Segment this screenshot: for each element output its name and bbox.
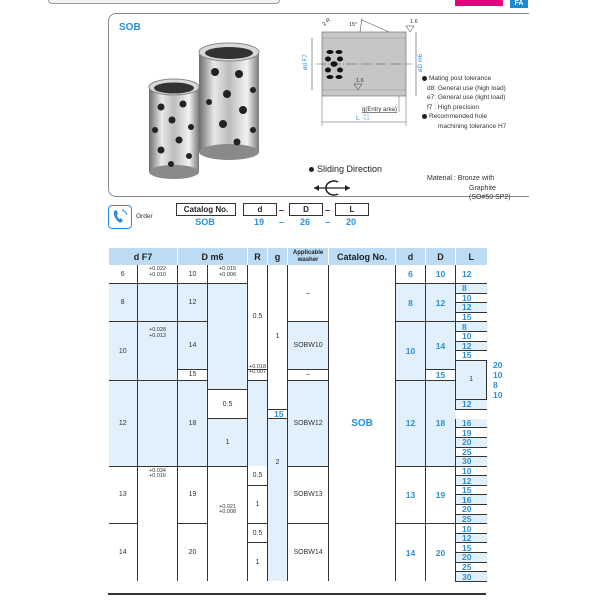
cell-R: 1 — [456, 360, 487, 399]
svg-text:−0.1: −0.1 — [362, 113, 369, 117]
cell-washer: SOBW12 — [288, 380, 329, 466]
cell-catalog: SOB — [329, 265, 396, 581]
svg-text:g(Entry area): g(Entry area) — [362, 107, 398, 113]
product-panel — [108, 13, 529, 201]
cell-washer: SOBW10 — [288, 322, 329, 369]
cell-g: 1 — [268, 265, 288, 409]
cell-D: 19 — [178, 466, 208, 524]
cell-washer: SOBW13 — [288, 466, 329, 524]
cell-D-value: 10 — [426, 265, 456, 284]
cell-D-value: 14 — [426, 322, 456, 369]
cell-g: 2 — [268, 419, 288, 582]
cell-washer: SOBW14 — [288, 524, 329, 582]
col-header-catalog: Catalog No. — [329, 248, 396, 265]
order-box-catalog: Catalog No. — [176, 203, 236, 216]
col-header-d: d — [396, 248, 426, 265]
cell-L: 15 — [456, 312, 487, 322]
cell-D-value: 12 — [426, 284, 456, 322]
cell-R: 0.5 — [248, 466, 268, 485]
cell-d-value: 10 — [396, 322, 426, 380]
cell-D-value: 19 — [426, 466, 456, 524]
order-label: Order — [136, 213, 153, 220]
svg-text:−0.3: −0.3 — [362, 117, 369, 121]
cell-L: 20 — [456, 553, 487, 563]
cell-D-value-alt: 15 — [426, 369, 456, 380]
cell-L: 16 — [456, 419, 487, 428]
cell-L: 10 — [456, 331, 487, 341]
cell-L: 25 — [456, 514, 487, 524]
cell-L: 10 — [456, 524, 487, 534]
order-value-D: 26 — [299, 217, 310, 227]
cell-L: 20 — [456, 505, 487, 515]
cell-L: 12 — [456, 341, 487, 351]
cell-L: 20 — [456, 437, 487, 447]
order-box-L: L — [335, 203, 369, 216]
cell-washer: – — [288, 265, 329, 322]
cell-d-tol — [138, 380, 178, 466]
cell-L: 8 — [456, 284, 487, 294]
cell-d: 10 — [109, 322, 138, 380]
order-value-d: 19 — [253, 217, 264, 227]
cell-d: 12 — [109, 380, 138, 466]
sliding-direction-label: Sliding Direction — [309, 164, 382, 174]
col-header-D: D — [426, 248, 456, 265]
cell-L: 30 — [456, 457, 487, 467]
cell-L: 15 — [268, 409, 288, 419]
cell-d-tol: +0.034 +0.016 — [138, 466, 178, 581]
cell-L: 12 — [456, 400, 487, 410]
category-badge — [455, 0, 503, 6]
cell-L: 15 — [456, 351, 487, 361]
spec-table: d F7 D m6 R g Applicable washer Catalog No. d D L 6 +0.022 +0.010 10 +0.015 +0.006 0.5 1 – SOB 6 10 12 8 12 8 12 8 10 12 15 10 +0.028 +0.013 14 SOBW10 10 14 8 10 12 15 1 20 15 – 15 10 12 18 +0.018 +0.007 SOBW12 12 18 8 0.5 10 12 15 1 2 16 19 20 25 30 13 +0.034 +0.016 19 +0.021 +0.008 0.5 SOBW13 13 19 10 12 1 15 16 20 25 14 20 0.5 SOBW14 14 20 10 12 1 15 20 25 30 — [108, 248, 487, 582]
cell-D: 12 — [178, 284, 208, 322]
cell-d-value: 8 — [396, 284, 426, 322]
table-bottom-rule — [108, 593, 486, 595]
cell-D-tol-mid: +0.018 +0.007 — [248, 380, 268, 466]
cell-d-value: 13 — [396, 466, 426, 524]
cell-R: 0.5 — [208, 390, 248, 419]
svg-text:2-R: 2-R — [321, 17, 333, 28]
svg-text:1.6: 1.6 — [356, 78, 364, 84]
cell-D: 18 — [178, 380, 208, 466]
col-header-washer: Applicable washer — [288, 248, 329, 265]
svg-text:øD m6: øD m6 — [418, 54, 424, 72]
col-header-D-m6: D m6 — [178, 248, 248, 265]
svg-text:ød F7: ød F7 — [303, 54, 309, 70]
cell-D: 20 — [178, 524, 208, 582]
col-header-d-f7: d F7 — [109, 248, 178, 265]
cell-D-value: 18 — [426, 380, 456, 466]
cell-d-tol: +0.022 +0.010 — [138, 265, 178, 284]
order-example: Order Catalog No. d – D – L SOB 19 – 26 – 20 — [108, 203, 508, 235]
svg-text:15°: 15° — [349, 22, 358, 28]
cell-L: 12 — [456, 265, 487, 284]
cell-washer-alt: – — [288, 369, 329, 380]
cell-D-tol: +0.021 +0.008 — [208, 466, 248, 581]
svg-text:L: L — [356, 115, 360, 122]
svg-text:1.6: 1.6 — [410, 19, 418, 25]
cell-L: 16 — [456, 495, 487, 505]
cell-d: 8 — [109, 284, 138, 322]
sliding-direction-icon — [312, 178, 352, 198]
cell-L: 10 — [456, 466, 487, 476]
cell-d-value: 6 — [396, 265, 426, 284]
order-value-catalog: SOB — [195, 217, 215, 227]
cell-D-tol — [208, 284, 248, 390]
brand-logo: FA — [510, 0, 528, 8]
cell-L: 12 — [456, 533, 487, 543]
cell-R: 0.5 — [248, 265, 268, 369]
cell-d: 6 — [109, 265, 138, 284]
phone-icon — [108, 205, 132, 229]
cell-D-alt: 15 — [178, 369, 208, 380]
cell-L: 15 — [456, 485, 487, 495]
cell-D: 14 — [178, 322, 208, 369]
cell-L: 19 — [456, 428, 487, 438]
cell-d: 13 — [109, 466, 138, 524]
order-value-L: 20 — [345, 217, 356, 227]
material-info: Material : Bronze with Graphite (SO#50 SP2) — [427, 175, 511, 201]
cell-R: 0.5 — [248, 524, 268, 543]
cell-R: 1 — [248, 543, 268, 581]
cell-L: 10 — [456, 293, 487, 303]
cell-L: 15 — [456, 543, 487, 553]
col-header-g: g — [268, 248, 288, 265]
cell-R: 1 — [248, 485, 268, 523]
series-title: SOB — [119, 22, 141, 33]
tolerance-notes: Mating post tolerance d8: General use (high load) e7: General use (light load) f7 : High precision Recommended hole machining tolerance H7 — [422, 74, 506, 131]
cell-D-value: 20 — [426, 524, 456, 582]
cell-L: 30 — [456, 572, 487, 582]
cell-d-value: 14 — [396, 524, 426, 582]
cell-d-value: 12 — [396, 380, 426, 466]
cell-d-tol — [138, 284, 178, 322]
order-dash: – — [325, 205, 331, 215]
top-banner-bar — [48, 0, 280, 4]
cell-d-tol: +0.028 +0.013 — [138, 322, 178, 380]
cell-L: 25 — [456, 562, 487, 572]
col-header-L: L — [456, 248, 487, 265]
cell-L: 8 — [456, 322, 487, 332]
order-dash: – — [279, 205, 285, 215]
cell-D: 10 — [178, 265, 208, 284]
cell-D-tol: +0.015 +0.006 — [208, 265, 248, 284]
cell-L: 12 — [456, 476, 487, 486]
order-box-d: d — [243, 203, 277, 216]
cell-L: 12 — [456, 303, 487, 313]
cell-R: 1 — [208, 419, 248, 466]
col-header-R: R — [248, 248, 268, 265]
cell-d: 14 — [118, 549, 127, 557]
order-box-D: D — [289, 203, 323, 216]
bushing-photo — [139, 32, 269, 182]
cell-L: 25 — [456, 447, 487, 457]
